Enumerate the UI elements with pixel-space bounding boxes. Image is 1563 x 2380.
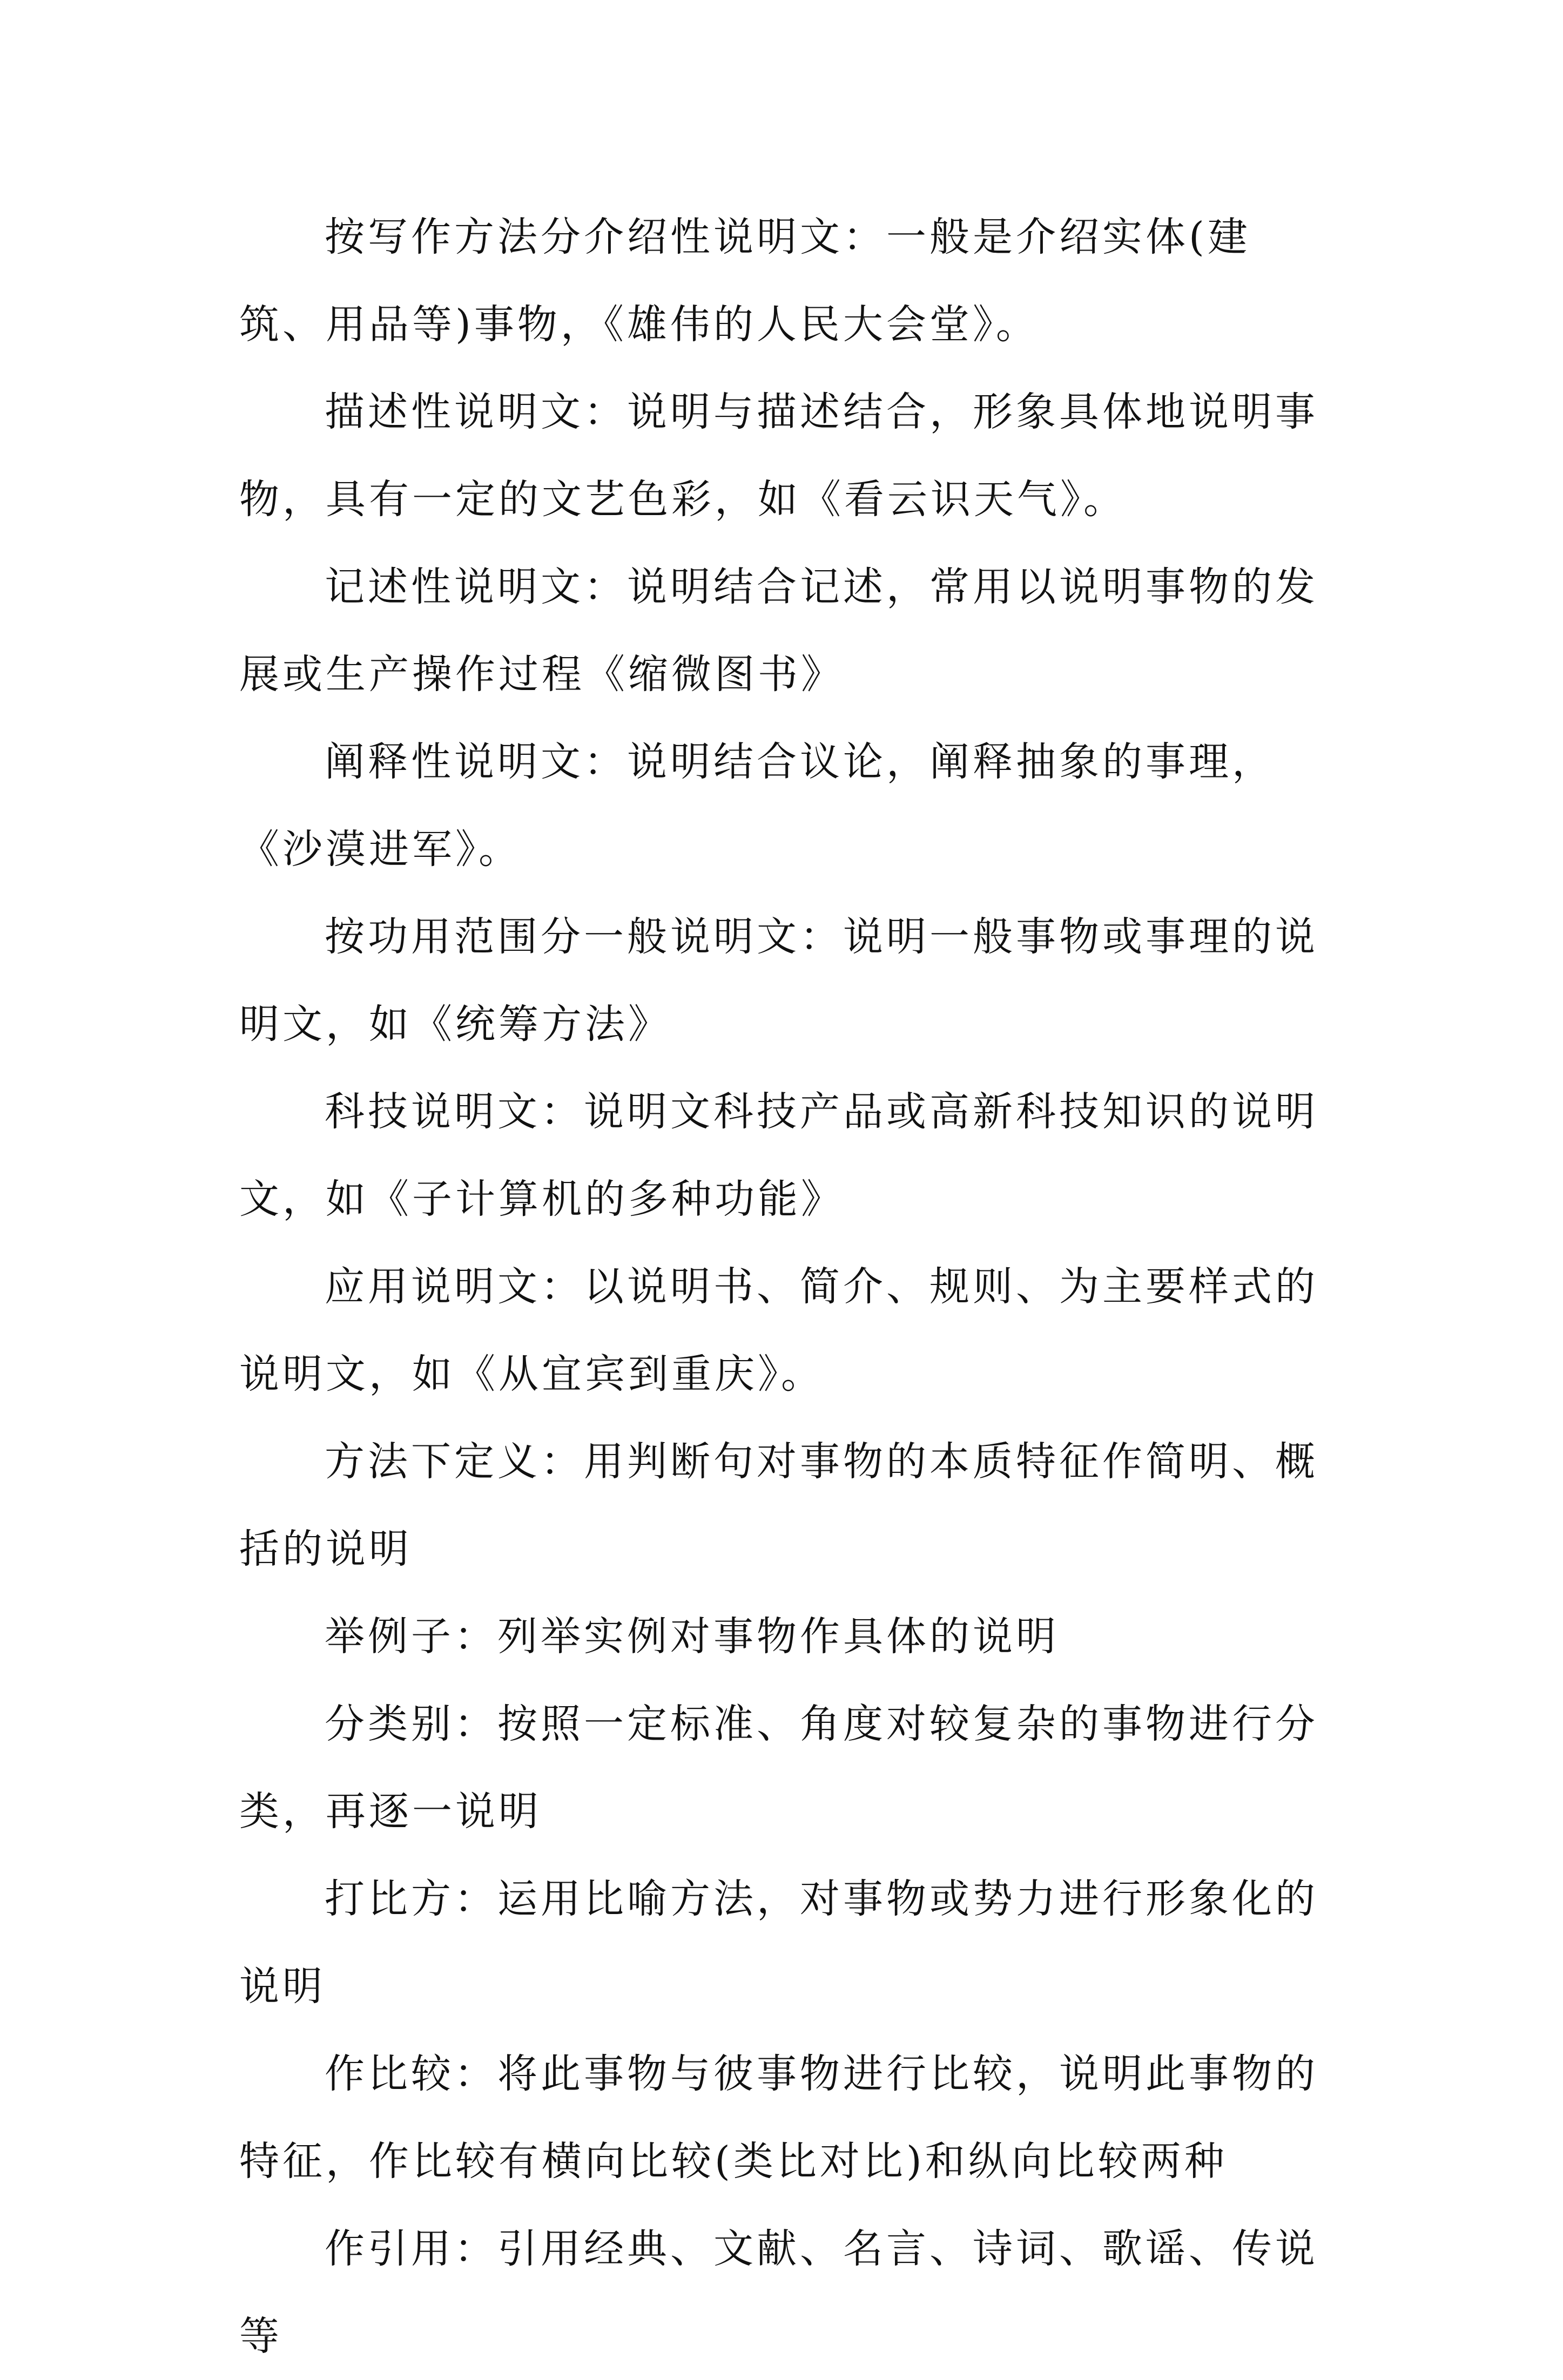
paragraph-method-classification: 分类别：按照一定标准、角度对较复杂的事物进行分类，再逐一说明 [239, 1701, 1318, 1835]
paragraph-general-expository: 按功用范围分一般说明文：说明一般事物或事理的说明文，如《统筹方法》 [239, 914, 1318, 1047]
paragraph-applied-expository: 应用说明文：以说明书、简介、规则、为主要样式的说明文，如《从宜宾到重庆》。 [239, 1263, 1318, 1397]
paragraph-descriptive-expository: 描述性说明文：说明与描述结合，形象具体地说明事物，具有一定的文艺色彩，如《看云识天气》。 [239, 389, 1318, 523]
paragraph-method-analogy: 打比方：运用比喻方法，对事物或势力进行形象化的说明 [239, 1876, 1318, 2010]
paragraph-narrative-expository: 记述性说明文：说明结合记述，常用以说明事物的发展或生产操作过程《缩微图书》 [239, 564, 1318, 698]
paragraph-introductory-expository: 按写作方法分介绍性说明文：一般是介绍实体(建筑、用品等)事物，《雄伟的人民大会堂》。 [239, 214, 1251, 348]
paragraph-interpretive-expository: 阐释性说明文：说明结合议论，阐释抽象的事理，《沙漠进军》。 [239, 739, 1275, 873]
paragraph-method-citation: 作引用：引用经典、文献、名言、诗词、歌谣、传说等 [239, 2226, 1318, 2359]
document-body [239, 193, 1326, 2380]
paragraph-method-examples: 举例子：列举实例对事物作具体的说明 [325, 1613, 1059, 1660]
paragraph-method-definition: 方法下定义：用判断句对事物的本质特征作简明、概括的说明 [239, 1438, 1318, 1572]
paragraph-method-comparison: 作比较：将此事物与彼事物进行比较，说明此事物的特征，作比较有横向比较(类比对比)和纵向比较两种 [239, 2051, 1318, 2185]
paragraph-scientific-expository: 科技说明文：说明文科技产品或高新科技知识的说明文，如《子计算机的多种功能》 [239, 1088, 1318, 1222]
